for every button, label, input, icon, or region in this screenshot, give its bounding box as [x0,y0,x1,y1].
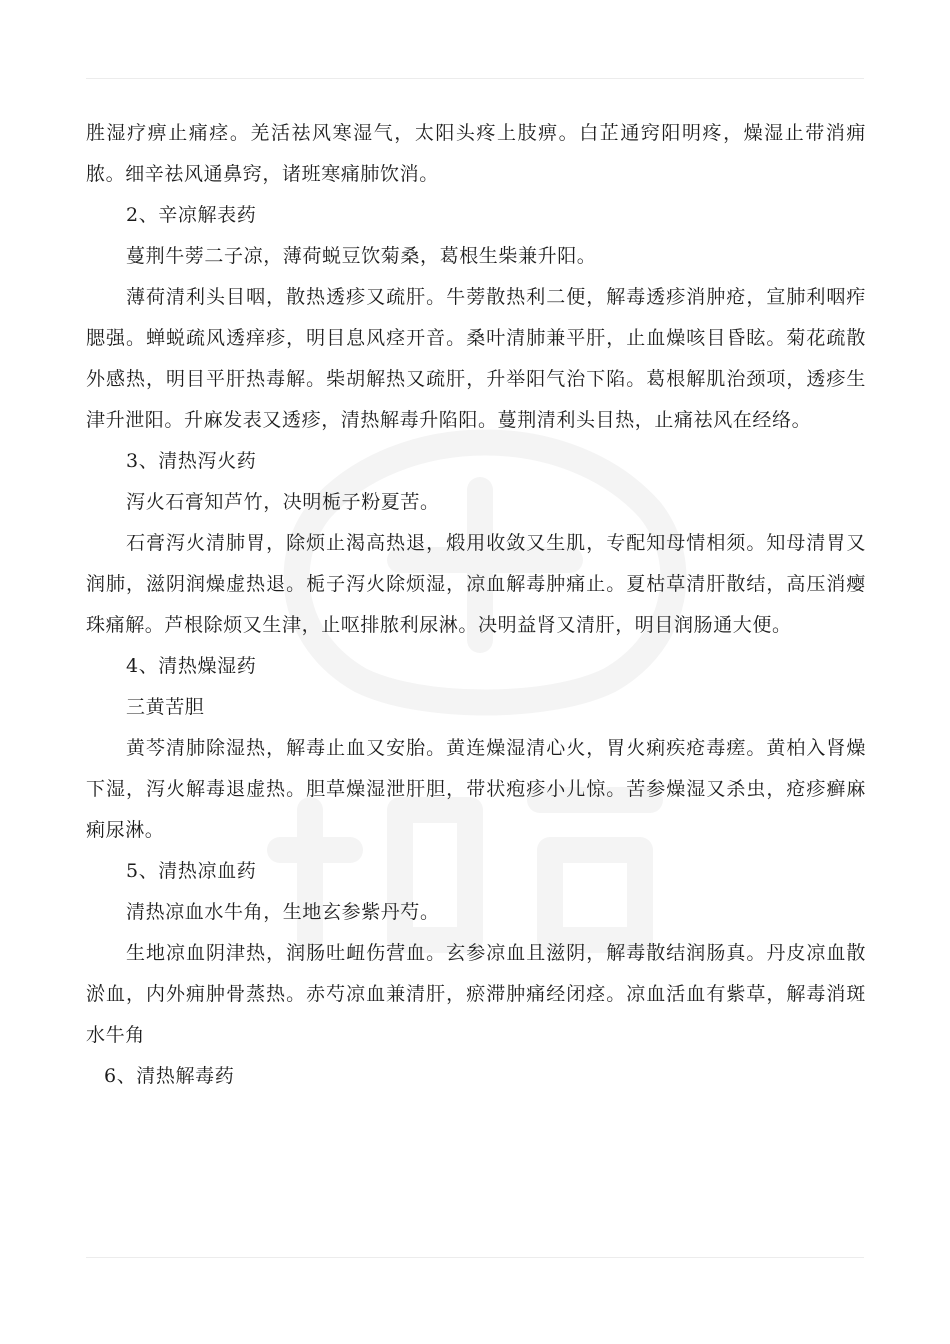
section-heading: 4、清热燥湿药 [126,655,257,677]
paragraph: 胜湿疗痹止痛痉。羌活祛风寒湿气，太阳头疼上肢痹。白芷通窍阳明疼，燥湿止带消痈脓。细辛祛风通鼻窍，诸班寒痛肺饮消。 [86,122,866,185]
paragraph: 薄荷清利头目咽，散热透疹又疏肝。牛蒡散热利二便，解毒透疹消肿疮，宣肺利咽痄腮强。蝉蜕疏风透痒疹，明目息风痉开音。桑叶清肺兼平肝，止血燥咳目昏眩。菊花疏散外感热，明目平肝热毒解。柴胡解热又疏肝，升举阳气治下陷。葛根解肌治颈项，透疹生津升泄阳。升麻发表又透疹，清热解毒升陷阳。蔓荆清利头目热，止痛祛风在经络。 [86,286,866,431]
section-heading: 2、辛凉解表药 [126,204,257,226]
footer-rule [86,1257,864,1258]
paragraph: 石膏泻火清肺胃，除烦止渴高热退，煅用收敛又生肌，专配知母情相须。知母清胃又润肺，滋阴润燥虚热退。栀子泻火除烦湿，凉血解毒肿痛止。夏枯草清肝散结，高压消瘿珠痛解。芦根除烦又生津，止呕排脓利尿淋。决明益肾又清肝，明目润肠通大便。 [86,532,866,636]
mnemonic-line: 泻火石膏知芦竹，决明栀子粉夏苦。 [126,491,440,513]
document-body [86,113,866,1097]
mnemonic-line: 清热凉血水牛角，生地玄参紫丹芍。 [126,901,440,923]
section-heading: 3、清热泻火药 [126,450,257,472]
paragraph: 生地凉血阴津热，润肠吐衄伤营血。玄参凉血且滋阴，解毒散结润肠真。丹皮凉血散淤血，内外痈肿骨蒸热。赤芍凉血兼清肝，瘀滞肿痛经闭痉。凉血活血有紫草，解毒消斑水牛角 [86,942,866,1046]
header-rule [86,78,864,79]
mnemonic-line: 蔓荆牛蒡二子凉，薄荷蜕豆饮菊桑，葛根生柴兼升阳。 [126,245,597,267]
section-heading: 5、清热凉血药 [126,860,257,882]
paragraph: 黄芩清肺除湿热，解毒止血又安胎。黄连燥湿清心火，胃火痢疾疮毒瘥。黄柏入肾燥下湿，泻火解毒退虚热。胆草燥湿泄肝胆，带状疱疹小儿惊。苦参燥湿又杀虫，疮疹癣麻痢尿淋。 [86,737,866,841]
section-heading: 6、清热解毒药 [104,1065,235,1087]
mnemonic-line: 三黄苦胆 [126,696,205,718]
